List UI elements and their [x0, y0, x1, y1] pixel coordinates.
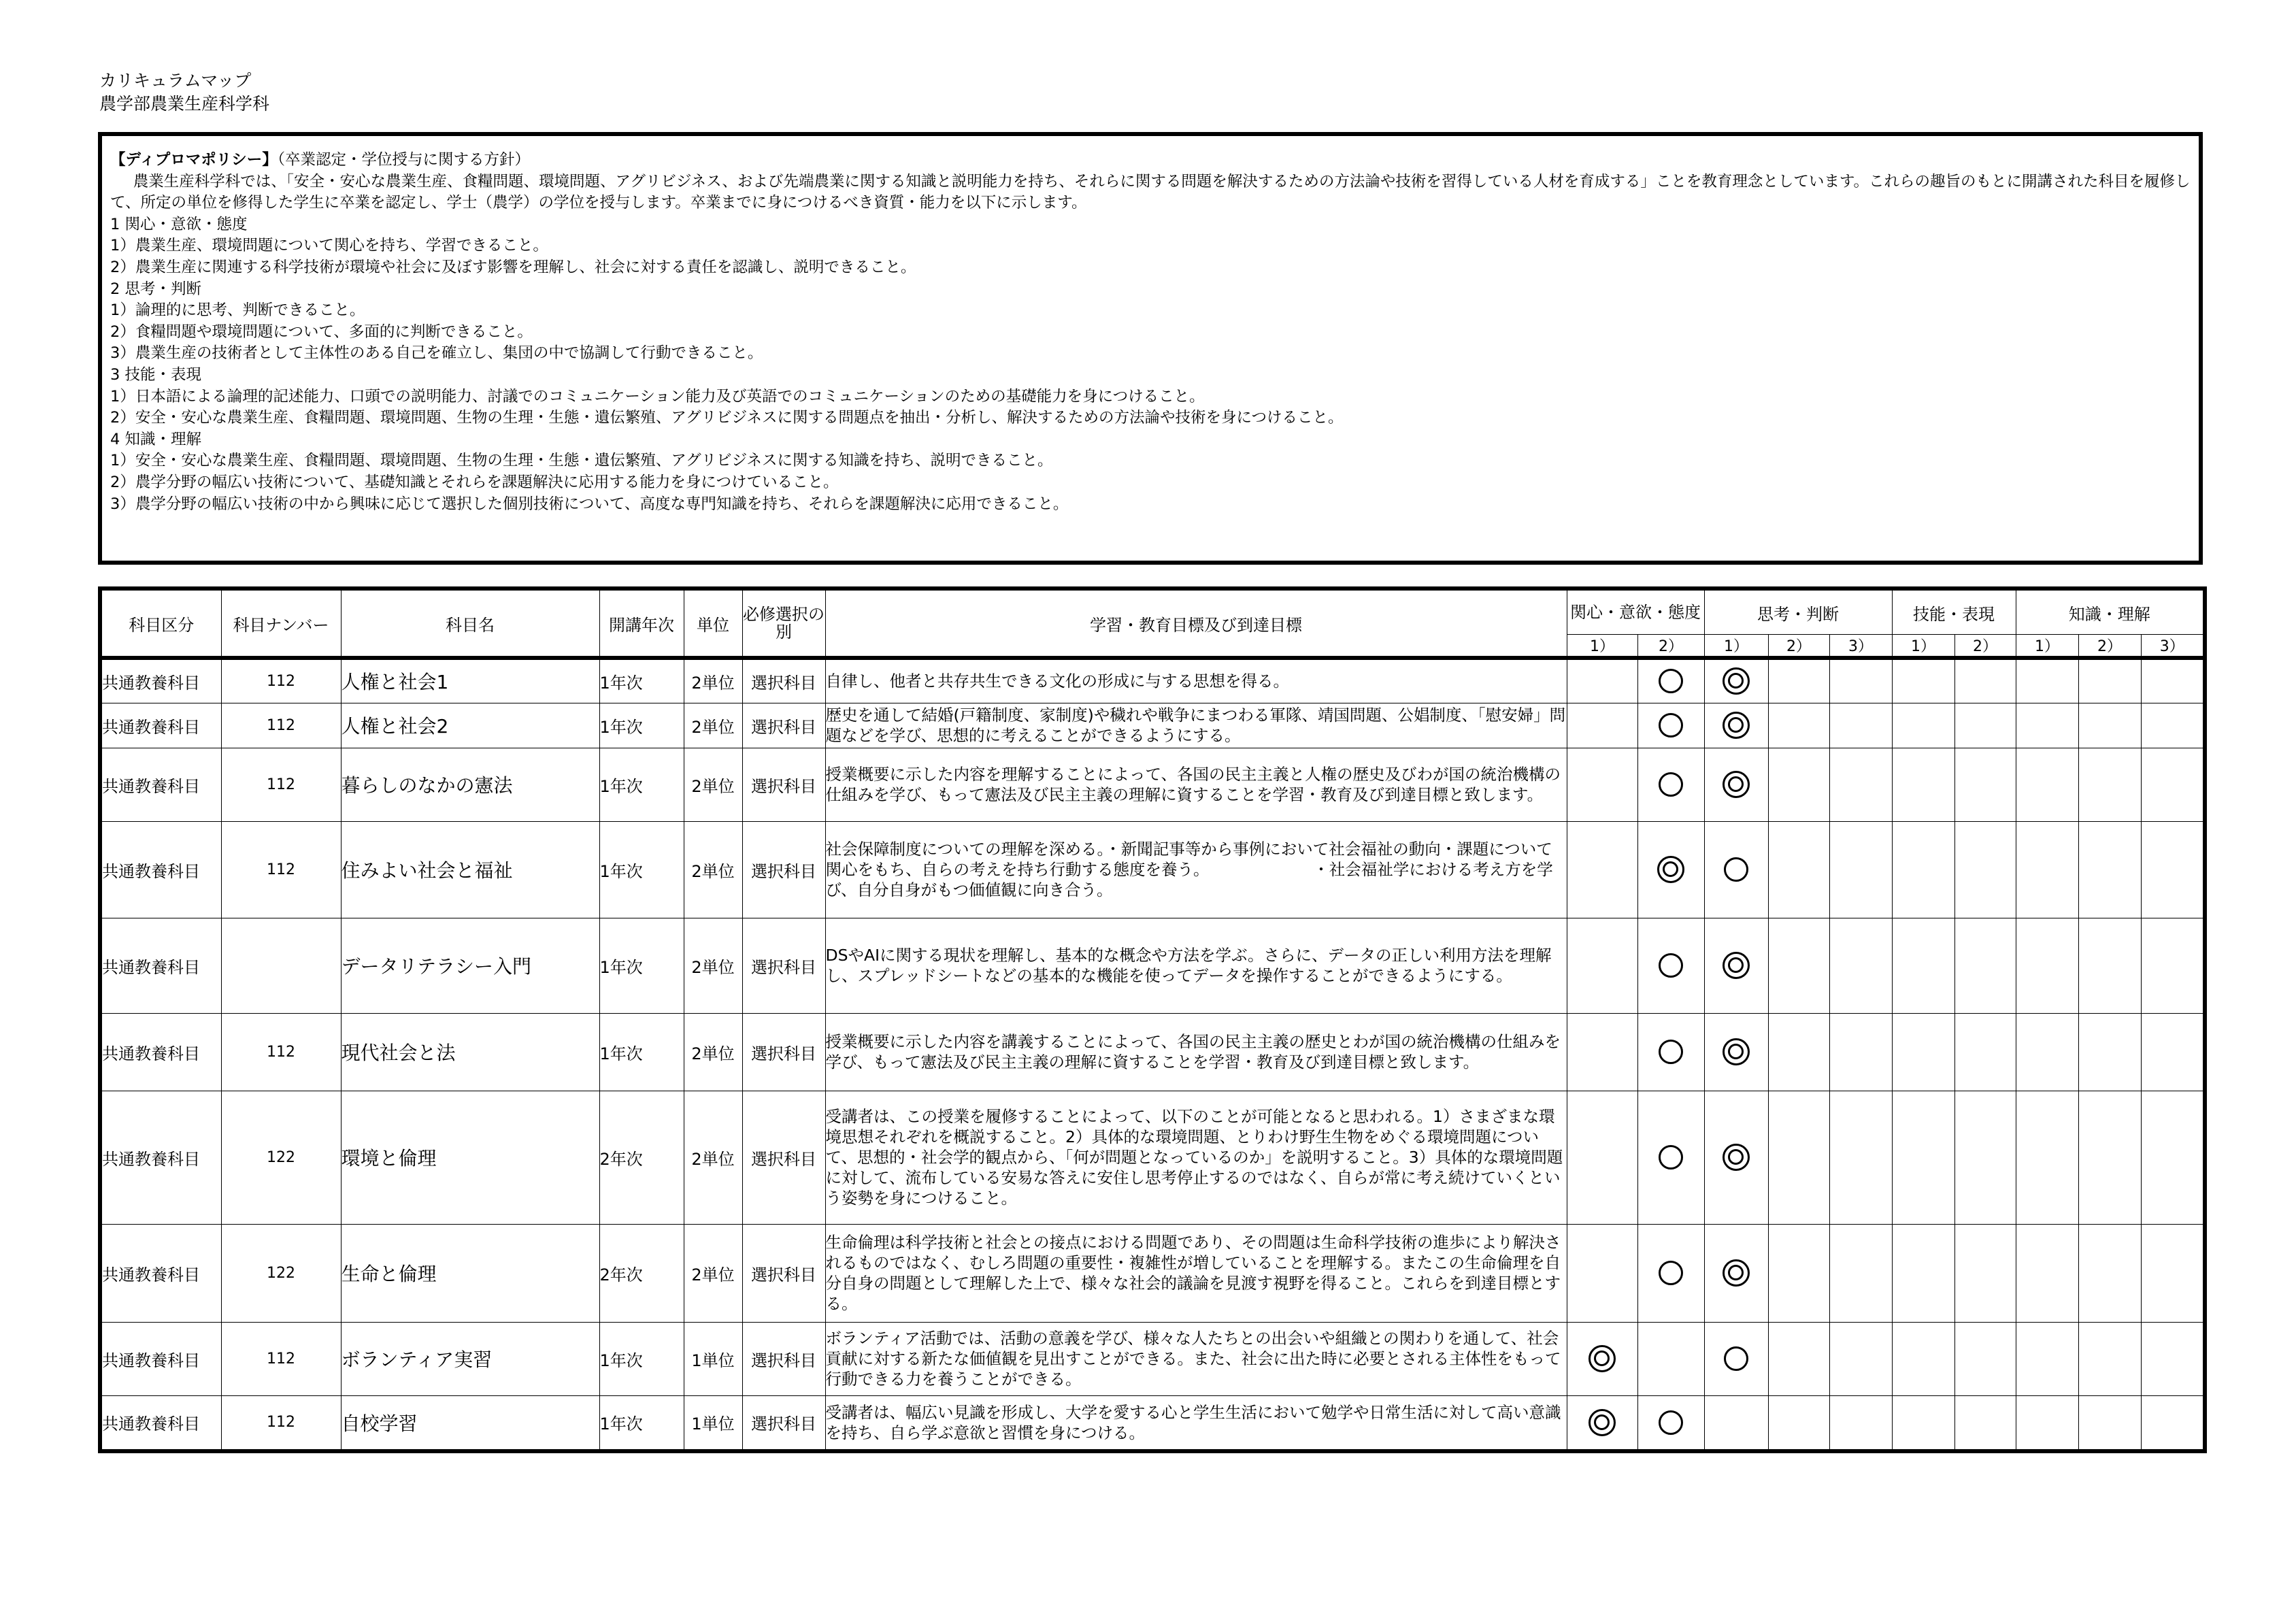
mark-cell: [2141, 1013, 2205, 1091]
mark-cell: [1954, 1013, 2016, 1091]
mark-cell: [1892, 1091, 1954, 1224]
circle-mark-icon: [1659, 1410, 1683, 1435]
double-circle-mark-icon: [1723, 712, 1750, 739]
course-required: 選択科目: [742, 1091, 825, 1224]
mark-cell: [1829, 1322, 1892, 1395]
mark-cell: [1704, 748, 1768, 821]
header-sub-7: 2）: [1954, 635, 2016, 659]
mark-cell: [1768, 703, 1829, 748]
header-sub-1: 1）: [1567, 635, 1637, 659]
mark-cell: [2016, 1013, 2078, 1091]
header-name: 科目名: [341, 589, 599, 658]
course-required: 選択科目: [742, 1224, 825, 1322]
mark-cell: [1768, 821, 1829, 918]
course-name: 人権と社会1: [341, 658, 599, 703]
course-year: 1年次: [599, 658, 684, 703]
course-required: 選択科目: [742, 1395, 825, 1451]
header-required: 必修選択の別: [742, 589, 825, 658]
mark-cell: [1892, 658, 1954, 703]
course-number: 112: [221, 748, 341, 821]
mark-cell: [2141, 821, 2205, 918]
mark-cell: [1637, 821, 1704, 918]
course-goal: 自律し、他者と共存共生できる文化の形成に与する思想を得る。: [825, 658, 1567, 703]
course-unit: 2単位: [684, 821, 742, 918]
circle-mark-icon: [1724, 1346, 1748, 1371]
mark-cell: [1892, 1224, 1954, 1322]
mark-cell: [1768, 1224, 1829, 1322]
table-row: [100, 1091, 2205, 1224]
mark-cell: [2141, 1224, 2205, 1322]
mark-cell: [2078, 658, 2141, 703]
mark-cell: [1954, 1091, 2016, 1224]
course-goal: DSやAIに関する現状を理解し、基本的な概念や方法を学ぶ。さらに、データの正しい利用方法を理解し、スプレッドシートなどの基本的な機能を使ってデータを操作することができるようにする。: [825, 918, 1567, 1013]
mark-cell: [1768, 1322, 1829, 1395]
mark-cell: [1637, 918, 1704, 1013]
course-required: 選択科目: [742, 821, 825, 918]
course-number: 112: [221, 703, 341, 748]
circle-mark-icon: [1659, 1261, 1683, 1285]
mark-cell: [1829, 1091, 1892, 1224]
policy-item: 2）食糧問題や環境問題について、多面的に判断できること。: [110, 322, 533, 341]
course-name: ボランティア実習: [341, 1322, 599, 1395]
course-category: 共通教養科目: [100, 1013, 221, 1091]
policy-item: 2）農業生産に関連する科学技術が環境や社会に及ぼす影響を理解し、社会に対する責任を認識し、説明できること。: [110, 258, 916, 276]
document-title: カリキュラムマップ: [99, 71, 252, 90]
mark-cell: [2141, 1322, 2205, 1395]
course-unit: 2単位: [684, 658, 742, 703]
mark-cell: [2016, 703, 2078, 748]
course-year: 1年次: [599, 1013, 684, 1091]
course-required: 選択科目: [742, 1322, 825, 1395]
header-goal: 学習・教育目標及び到達目標: [825, 589, 1567, 658]
course-category: 共通教養科目: [100, 658, 221, 703]
circle-mark-icon: [1659, 1145, 1683, 1170]
course-goal: 授業概要に示した内容を理解することによって、各国の民主主義と人権の歴史及びわが国の統治機構の仕組みを学び、もって憲法及び民主主義の理解に資することを学習・教育及び到達目標と致します。: [825, 748, 1567, 821]
mark-cell: [1704, 1091, 1768, 1224]
header-sub-6: 1）: [1892, 635, 1954, 659]
circle-mark-icon: [1659, 669, 1683, 693]
course-year: 1年次: [599, 703, 684, 748]
header-sub-5: 3）: [1829, 635, 1892, 659]
policy-item: 2）農学分野の幅広い技術について、基礎知識とそれらを課題解決に応用する能力を身につけていること。: [110, 473, 839, 491]
mark-cell: [2016, 1091, 2078, 1224]
policy-section-title: 3 技能・表現: [110, 365, 201, 384]
course-required: 選択科目: [742, 703, 825, 748]
course-name: 自校学習: [341, 1395, 599, 1451]
table-row: [100, 821, 2205, 918]
header-sub-9: 2）: [2078, 635, 2141, 659]
mark-cell: [1829, 748, 1892, 821]
mark-cell: [1567, 1395, 1637, 1451]
mark-cell: [1567, 748, 1637, 821]
course-number: 112: [221, 821, 341, 918]
policy-item: 3）農学分野の幅広い技術の中から興味に応じて選択した個別技術について、高度な専門知識を持ち、それらを課題解決に応用できること。: [110, 495, 1069, 513]
course-required: 選択科目: [742, 748, 825, 821]
policy-item: 1）農業生産、環境問題について関心を持ち、学習できること。: [110, 237, 548, 255]
header-sub-4: 2）: [1768, 635, 1829, 659]
header-category: 科目区分: [100, 589, 221, 658]
policy-item: 1）安全・安心な農業生産、食糧問題、環境問題、生物の生理・生態・遺伝繁殖、アグリビジネスに関する知識を持ち、説明できること。: [110, 452, 1053, 470]
course-year: 1年次: [599, 1395, 684, 1451]
header-sub-10: 3）: [2141, 635, 2205, 659]
mark-cell: [1829, 703, 1892, 748]
header-group-interest: 関心・意欲・態度: [1567, 589, 1704, 635]
mark-cell: [1768, 1013, 1829, 1091]
mark-cell: [1829, 918, 1892, 1013]
course-unit: 2単位: [684, 1224, 742, 1322]
double-circle-mark-icon: [1723, 1038, 1750, 1065]
circle-mark-icon: [1724, 857, 1748, 882]
policy-item: 3）農業生産の技術者として主体性のある自己を確立し、集団の中で協調して行動できること。: [110, 344, 763, 363]
course-number: 112: [221, 1013, 341, 1091]
course-goal: ボランティア活動では、活動の意義を学び、様々な人たちとの出会いや組織との関わりを通して、社会貢献に対する新たな価値観を見出すことができる。また、社会に出た時に必要とされる主体性をもって行動できる力を養うことができる。: [825, 1322, 1567, 1395]
header-year: 開講年次: [599, 589, 684, 658]
mark-cell: [1768, 748, 1829, 821]
mark-cell: [1892, 821, 1954, 918]
double-circle-mark-icon: [1657, 856, 1684, 883]
course-number: 112: [221, 1395, 341, 1451]
policy-heading-line: [110, 150, 2191, 171]
course-year: 2年次: [599, 1091, 684, 1224]
mark-cell: [1892, 918, 1954, 1013]
department-name: 農学部農業生産科学科: [99, 94, 270, 114]
mark-cell: [2016, 658, 2078, 703]
policy-item: 2）安全・安心な農業生産、食糧問題、環境問題、生物の生理・生態・遺伝繁殖、アグリビジネスに関する問題点を抽出・分析し、解決するための方法論や技術を身につけること。: [110, 409, 1344, 427]
double-circle-mark-icon: [1723, 1259, 1750, 1287]
mark-cell: [2141, 1395, 2205, 1451]
mark-cell: [2078, 821, 2141, 918]
table-row: [100, 1322, 2205, 1395]
mark-cell: [1829, 658, 1892, 703]
double-circle-mark-icon: [1723, 667, 1750, 695]
mark-cell: [1704, 1322, 1768, 1395]
header-group-thinking: 思考・判断: [1704, 589, 1892, 635]
table-row: [100, 748, 2205, 821]
mark-cell: [1954, 821, 2016, 918]
mark-cell: [2016, 821, 2078, 918]
header-unit: 単位: [684, 589, 742, 658]
policy-heading-sub: （卒業認定・学位授与に関する方針）: [277, 151, 530, 169]
course-number: 112: [221, 1322, 341, 1395]
course-category: 共通教養科目: [100, 1322, 221, 1395]
mark-cell: [1892, 1322, 1954, 1395]
mark-cell: [1567, 918, 1637, 1013]
mark-cell: [1768, 1091, 1829, 1224]
course-category: 共通教養科目: [100, 748, 221, 821]
mark-cell: [1892, 703, 1954, 748]
mark-cell: [1637, 1224, 1704, 1322]
policy-item: 1）日本語による論理的記述能力、口頭での説明能力、討議でのコミュニケーション能力及び英語でのコミュニケーションのための基礎能力を身につけること。: [110, 387, 1205, 405]
mark-cell: [1892, 1013, 1954, 1091]
course-year: 1年次: [599, 748, 684, 821]
policy-item: 1）論理的に思考、判断できること。: [110, 301, 365, 320]
table-row: [100, 1224, 2205, 1322]
mark-cell: [2078, 918, 2141, 1013]
mark-cell: [2016, 748, 2078, 821]
course-goal: 授業概要に示した内容を講義することによって、各国の民主主義の歴史とわが国の統治機構の仕組みを学び、もって憲法及び民主主義の理解に資することを学習・教育及び到達目標と致します。: [825, 1013, 1567, 1091]
header-sub-3: 1）: [1704, 635, 1768, 659]
mark-cell: [1637, 1395, 1704, 1451]
course-number: 112: [221, 658, 341, 703]
mark-cell: [1637, 1091, 1704, 1224]
double-circle-mark-icon: [1588, 1409, 1616, 1436]
mark-cell: [2141, 918, 2205, 1013]
mark-cell: [1567, 1224, 1637, 1322]
course-name: 人権と社会2: [341, 703, 599, 748]
mark-cell: [2016, 1395, 2078, 1451]
policy-heading: 【ディプロマポリシー】: [110, 151, 278, 169]
policy-section-title: 2 思考・判断: [110, 280, 201, 298]
mark-cell: [1768, 918, 1829, 1013]
mark-cell: [1768, 1395, 1829, 1451]
course-category: 共通教養科目: [100, 821, 221, 918]
course-category: 共通教養科目: [100, 1091, 221, 1224]
mark-cell: [1567, 1091, 1637, 1224]
mark-cell: [2016, 1224, 2078, 1322]
mark-cell: [1704, 821, 1768, 918]
double-circle-mark-icon: [1723, 771, 1750, 798]
mark-cell: [1892, 748, 1954, 821]
mark-cell: [1829, 821, 1892, 918]
mark-cell: [2141, 658, 2205, 703]
header-number: 科目ナンバー: [221, 589, 341, 658]
policy-section-title: 1 関心・意欲・態度: [110, 215, 248, 233]
mark-cell: [2078, 1395, 2141, 1451]
table-row: [100, 703, 2205, 748]
course-unit: 1単位: [684, 1395, 742, 1451]
course-category: 共通教養科目: [100, 918, 221, 1013]
course-year: 2年次: [599, 1224, 684, 1322]
course-unit: 2単位: [684, 1091, 742, 1224]
mark-cell: [2078, 1091, 2141, 1224]
mark-cell: [2141, 1091, 2205, 1224]
mark-cell: [1954, 1395, 2016, 1451]
course-name: 現代社会と法: [341, 1013, 599, 1091]
mark-cell: [2016, 1322, 2078, 1395]
mark-cell: [1567, 821, 1637, 918]
header-group-knowledge: 知識・理解: [2016, 589, 2205, 635]
table-row: [100, 1395, 2205, 1451]
mark-cell: [1637, 703, 1704, 748]
curriculum-map-table: [98, 586, 2207, 1453]
mark-cell: [1954, 918, 2016, 1013]
table-row: [100, 1013, 2205, 1091]
mark-cell: [2141, 748, 2205, 821]
course-goal: 受講者は、この授業を履修することによって、以下のことが可能となると思われる。1）さまざまな環境思想それぞれを概説すること。2）具体的な環境問題、とりわけ野生生物をめぐる環境問題について、思想的・社会学的観点から、「何が問題となっているのか」を説明すること。3）具体的な環境問題に対して、流布している安易な答えに安住し思考停止するのではなく、自らが常に考え続けていくという姿勢を身につけること。: [825, 1091, 1567, 1224]
course-name: 暮らしのなかの憲法: [341, 748, 599, 821]
course-unit: 2単位: [684, 1013, 742, 1091]
circle-mark-icon: [1659, 713, 1683, 738]
mark-cell: [2078, 1322, 2141, 1395]
course-goal: 歴史を通して結婚(戸籍制度、家制度)や穢れや戦争にまつわる軍隊、靖国問題、公娼制度、「慰安婦」問題などを学び、思想的に考えることができるようにする。: [825, 703, 1567, 748]
course-goal: 生命倫理は科学技術と社会との接点における問題であり、その問題は生命科学技術の進歩により解決されるものではなく、むしろ問題の重要性・複雑性が増していることを理解する。またこの生命倫理を自分自身の問題として理解した上で、様々な社会的議論を見渡す視野を得ること。これらを到達目標とする。: [825, 1224, 1567, 1322]
mark-cell: [1567, 658, 1637, 703]
header-group-skill: 技能・表現: [1892, 589, 2016, 635]
course-unit: 1単位: [684, 1322, 742, 1395]
course-number: 122: [221, 1091, 341, 1224]
mark-cell: [1637, 1013, 1704, 1091]
mark-cell: [2078, 748, 2141, 821]
mark-cell: [1704, 1013, 1768, 1091]
mark-cell: [2078, 1013, 2141, 1091]
mark-cell: [2016, 918, 2078, 1013]
course-category: 共通教養科目: [100, 1395, 221, 1451]
course-goal: 受講者は、幅広い見識を形成し、大学を愛する心と学生生活において勉学や日常生活に対して高い意識を持ち、自ら学ぶ意欲と習慣を身につける。: [825, 1395, 1567, 1451]
mark-cell: [1567, 1322, 1637, 1395]
table-body: [100, 658, 2205, 1451]
mark-cell: [1567, 703, 1637, 748]
double-circle-mark-icon: [1723, 1144, 1750, 1171]
diploma-policy-box: [98, 132, 2203, 565]
course-number: 122: [221, 1224, 341, 1322]
mark-cell: [1829, 1224, 1892, 1322]
course-name: 住みよい社会と福祉: [341, 821, 599, 918]
course-required: 選択科目: [742, 658, 825, 703]
mark-cell: [1954, 703, 2016, 748]
course-goal: 社会保障制度についての理解を深める。・新聞記事等から事例において社会福祉の動向・課題について関心をもち、自らの考えを持ち行動する態度を養う。 ・社会福祉学における考え方を学び、自分自身がもつ価値観に向き合う。: [825, 821, 1567, 918]
table-row: [100, 918, 2205, 1013]
mark-cell: [1704, 658, 1768, 703]
mark-cell: [2141, 703, 2205, 748]
mark-cell: [1954, 1224, 2016, 1322]
course-name: 生命と倫理: [341, 1224, 599, 1322]
table-row: [100, 658, 2205, 703]
course-unit: 2単位: [684, 748, 742, 821]
double-circle-mark-icon: [1588, 1345, 1616, 1372]
double-circle-mark-icon: [1723, 952, 1750, 979]
course-name: データリテラシー入門: [341, 918, 599, 1013]
course-required: 選択科目: [742, 1013, 825, 1091]
header-sub-8: 1）: [2016, 635, 2078, 659]
mark-cell: [1892, 1395, 1954, 1451]
course-required: 選択科目: [742, 918, 825, 1013]
mark-cell: [1954, 748, 2016, 821]
policy-section-title: 4 知識・理解: [110, 430, 201, 448]
mark-cell: [2078, 1224, 2141, 1322]
course-year: 1年次: [599, 1322, 684, 1395]
mark-cell: [1704, 703, 1768, 748]
circle-mark-icon: [1659, 1040, 1683, 1064]
course-category: 共通教養科目: [100, 1224, 221, 1322]
header-sub-2: 2）: [1637, 635, 1704, 659]
mark-cell: [1954, 1322, 2016, 1395]
course-name: 環境と倫理: [341, 1091, 599, 1224]
mark-cell: [1637, 658, 1704, 703]
course-unit: 2単位: [684, 703, 742, 748]
mark-cell: [2078, 703, 2141, 748]
course-unit: 2単位: [684, 918, 742, 1013]
course-year: 1年次: [599, 821, 684, 918]
circle-mark-icon: [1659, 772, 1683, 797]
mark-cell: [1829, 1013, 1892, 1091]
mark-cell: [1704, 918, 1768, 1013]
course-number: [221, 918, 341, 1013]
course-category: 共通教養科目: [100, 703, 221, 748]
mark-cell: [1768, 658, 1829, 703]
mark-cell: [1704, 1224, 1768, 1322]
policy-intro: 農業生産科学科では、「安全・安心な農業生産、食糧問題、環境問題、アグリビジネス、および先端農業に関する知識と説明能力を持ち、それらに関する問題を解決するための方法論や技術を習得している人材を育成する」ことを教育理念としています。これらの趣旨のもとに開講された科目を履修して、所定の単位を修得した学生に卒業を認定し、学士（農学）の学位を授与します。卒業までに身につけるべき資質・能力を以下に示します。: [110, 172, 2191, 212]
mark-cell: [1954, 658, 2016, 703]
mark-cell: [1637, 748, 1704, 821]
circle-mark-icon: [1659, 953, 1683, 978]
mark-cell: [1567, 1013, 1637, 1091]
document-header: [99, 69, 269, 116]
mark-cell: [1704, 1395, 1768, 1451]
mark-cell: [1637, 1322, 1704, 1395]
mark-cell: [1829, 1395, 1892, 1451]
course-year: 1年次: [599, 918, 684, 1013]
